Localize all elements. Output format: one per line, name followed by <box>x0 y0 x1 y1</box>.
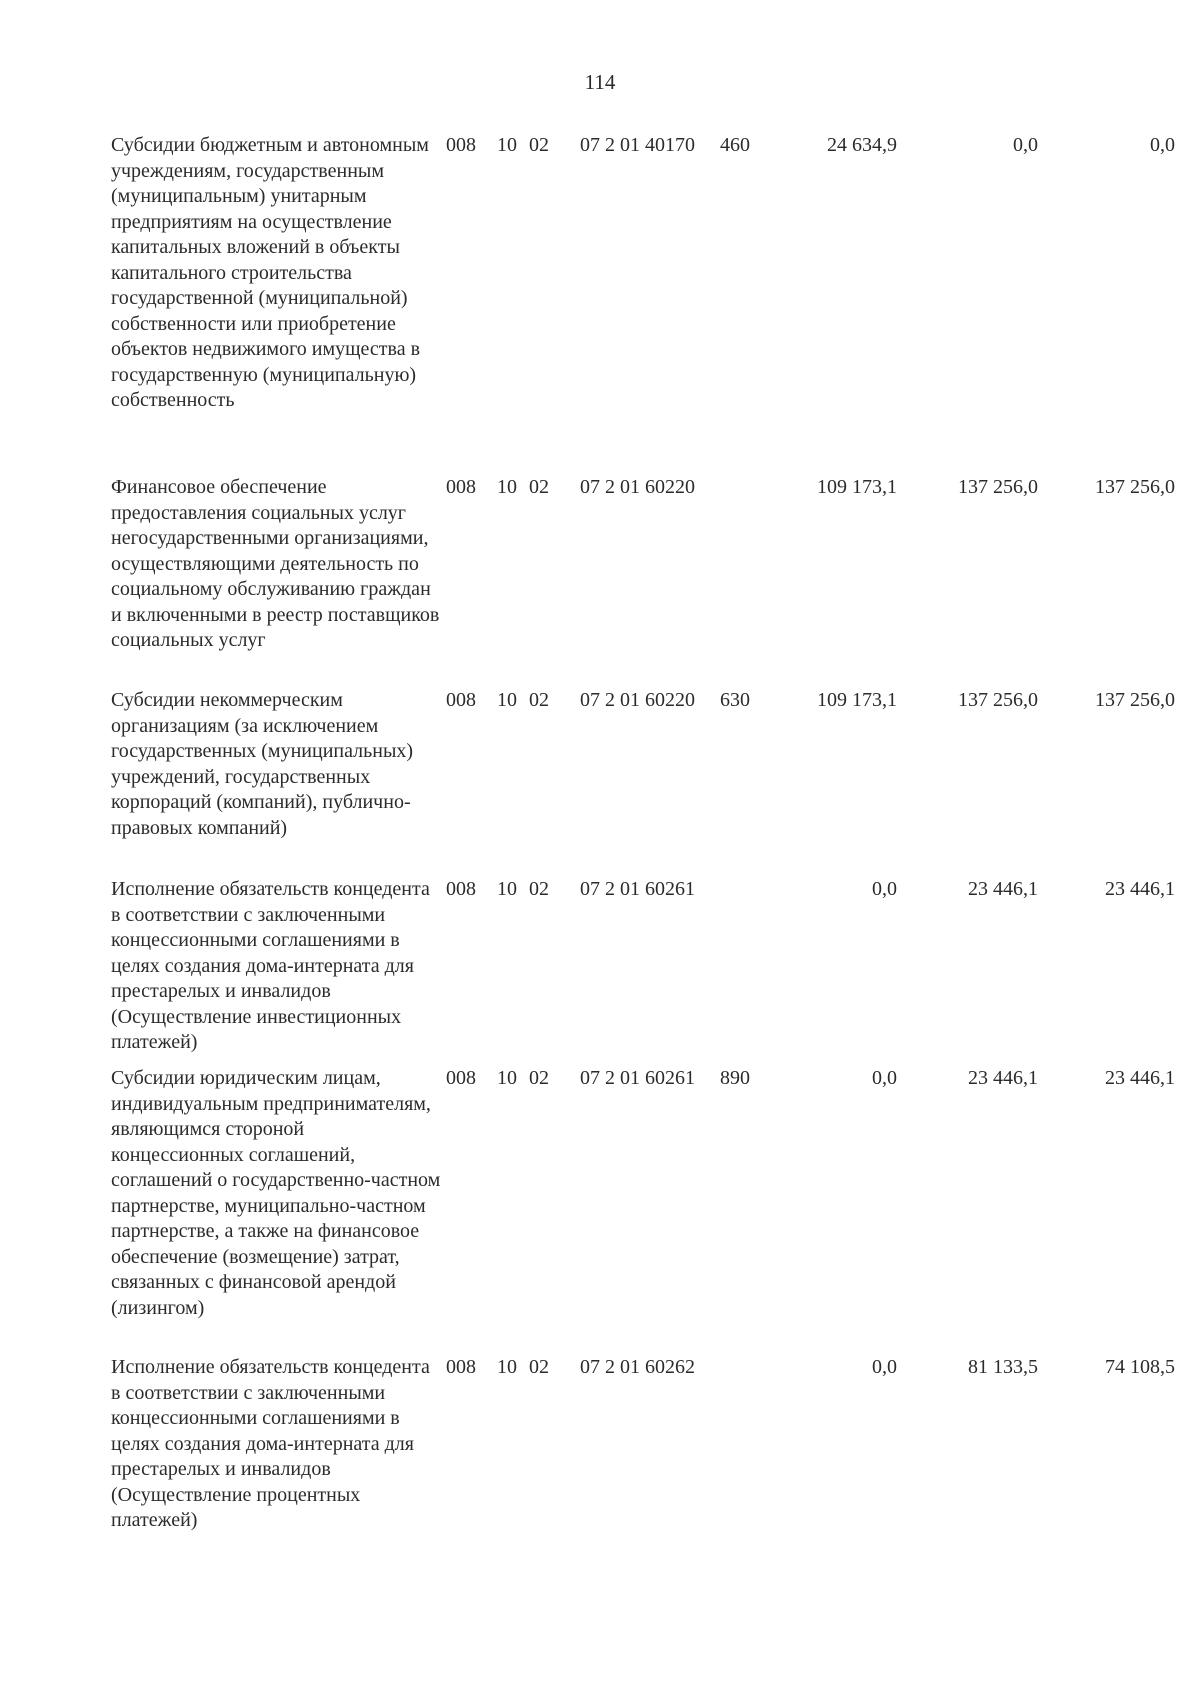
row-description: Субсидии юридическим лицам, индивидуальным предпринимателям, являющимся стороной концессионных соглашений, соглашений о государственно-частном партнерстве, муниципально-частном партнерстве, а также на финансовое обеспечение (возмещение) затрат, связанных с финансовой арендой (лизингом) <box>111 1067 441 1319</box>
target-article-code: 07 2 01 60220 <box>580 476 695 498</box>
row-description: Исполнение обязательств концедента в соответствии с заключенными концессионными соглашениями в целях создания дома-интерната для престарелых и инвалидов (Осуществление процентных платежей) <box>111 1356 430 1531</box>
amount-year-3: 74 108,5 <box>1105 1356 1175 1378</box>
target-article-code: 07 2 01 60262 <box>580 1356 695 1378</box>
target-article-code: 07 2 01 60220 <box>580 689 695 711</box>
amount-year-1: 109 173,1 <box>817 689 897 711</box>
ministry-code: 008 <box>446 689 476 711</box>
section-code: 10 <box>497 1356 517 1378</box>
ministry-code: 008 <box>446 476 476 498</box>
target-article-code: 07 2 01 40170 <box>580 134 695 156</box>
subsection-code: 02 <box>529 476 549 498</box>
expense-type-code: 890 <box>720 1067 750 1089</box>
amount-year-3: 0,0 <box>1150 134 1175 156</box>
target-article-code: 07 2 01 60261 <box>580 1067 695 1089</box>
section-code: 10 <box>497 134 517 156</box>
subsection-code: 02 <box>529 1067 549 1089</box>
amount-year-2: 0,0 <box>1013 134 1038 156</box>
subsection-code: 02 <box>529 689 549 711</box>
section-code: 10 <box>497 689 517 711</box>
amount-year-2: 23 446,1 <box>968 1067 1038 1089</box>
amount-year-3: 23 446,1 <box>1105 878 1175 900</box>
section-code: 10 <box>497 476 517 498</box>
ministry-code: 008 <box>446 134 476 156</box>
subsection-code: 02 <box>529 1356 549 1378</box>
amount-year-1: 0,0 <box>872 878 897 900</box>
amount-year-1: 24 634,9 <box>827 134 897 156</box>
row-description: Субсидии бюджетным и автономным учреждениям, государственным (муниципальным) унитарным предприятиям на осуществление капитальных вложений в объекты капитального строительства государственной (муниципальной) собственности или приобретение объектов недвижимого имущества в государственную (муниципальную) собственность <box>111 134 429 411</box>
section-code: 10 <box>497 1067 517 1089</box>
amount-year-2: 81 133,5 <box>968 1356 1038 1378</box>
amount-year-2: 23 446,1 <box>968 878 1038 900</box>
expense-type-code: 630 <box>720 689 750 711</box>
row-description: Субсидии некоммерческим организациям (за исключением государственных (муниципальных) учреждений, государственных корпораций (компаний), публично-правовых компаний) <box>111 689 414 839</box>
expense-type-code: 460 <box>720 134 750 156</box>
subsection-code: 02 <box>529 134 549 156</box>
ministry-code: 008 <box>446 1067 476 1089</box>
amount-year-1: 109 173,1 <box>817 476 897 498</box>
target-article-code: 07 2 01 60261 <box>580 878 695 900</box>
row-description: Исполнение обязательств концедента в соответствии с заключенными концессионными соглашениями в целях создания дома-интерната для престарелых и инвалидов (Осуществление инвестиционных платежей) <box>111 878 430 1053</box>
row-description: Финансовое обеспечение предоставления социальных услуг негосударственными организациями, осуществляющими деятельность по социальному обслуживанию граждан и включенными в реестр поставщиков социальных услуг <box>111 476 440 651</box>
subsection-code: 02 <box>529 878 549 900</box>
amount-year-3: 137 256,0 <box>1095 689 1175 711</box>
amount-year-1: 0,0 <box>872 1356 897 1378</box>
ministry-code: 008 <box>446 1356 476 1378</box>
amount-year-3: 137 256,0 <box>1095 476 1175 498</box>
page-number: 114 <box>584 70 616 94</box>
ministry-code: 008 <box>446 878 476 900</box>
amount-year-2: 137 256,0 <box>958 689 1038 711</box>
amount-year-1: 0,0 <box>872 1067 897 1089</box>
amount-year-2: 137 256,0 <box>958 476 1038 498</box>
section-code: 10 <box>497 878 517 900</box>
amount-year-3: 23 446,1 <box>1105 1067 1175 1089</box>
